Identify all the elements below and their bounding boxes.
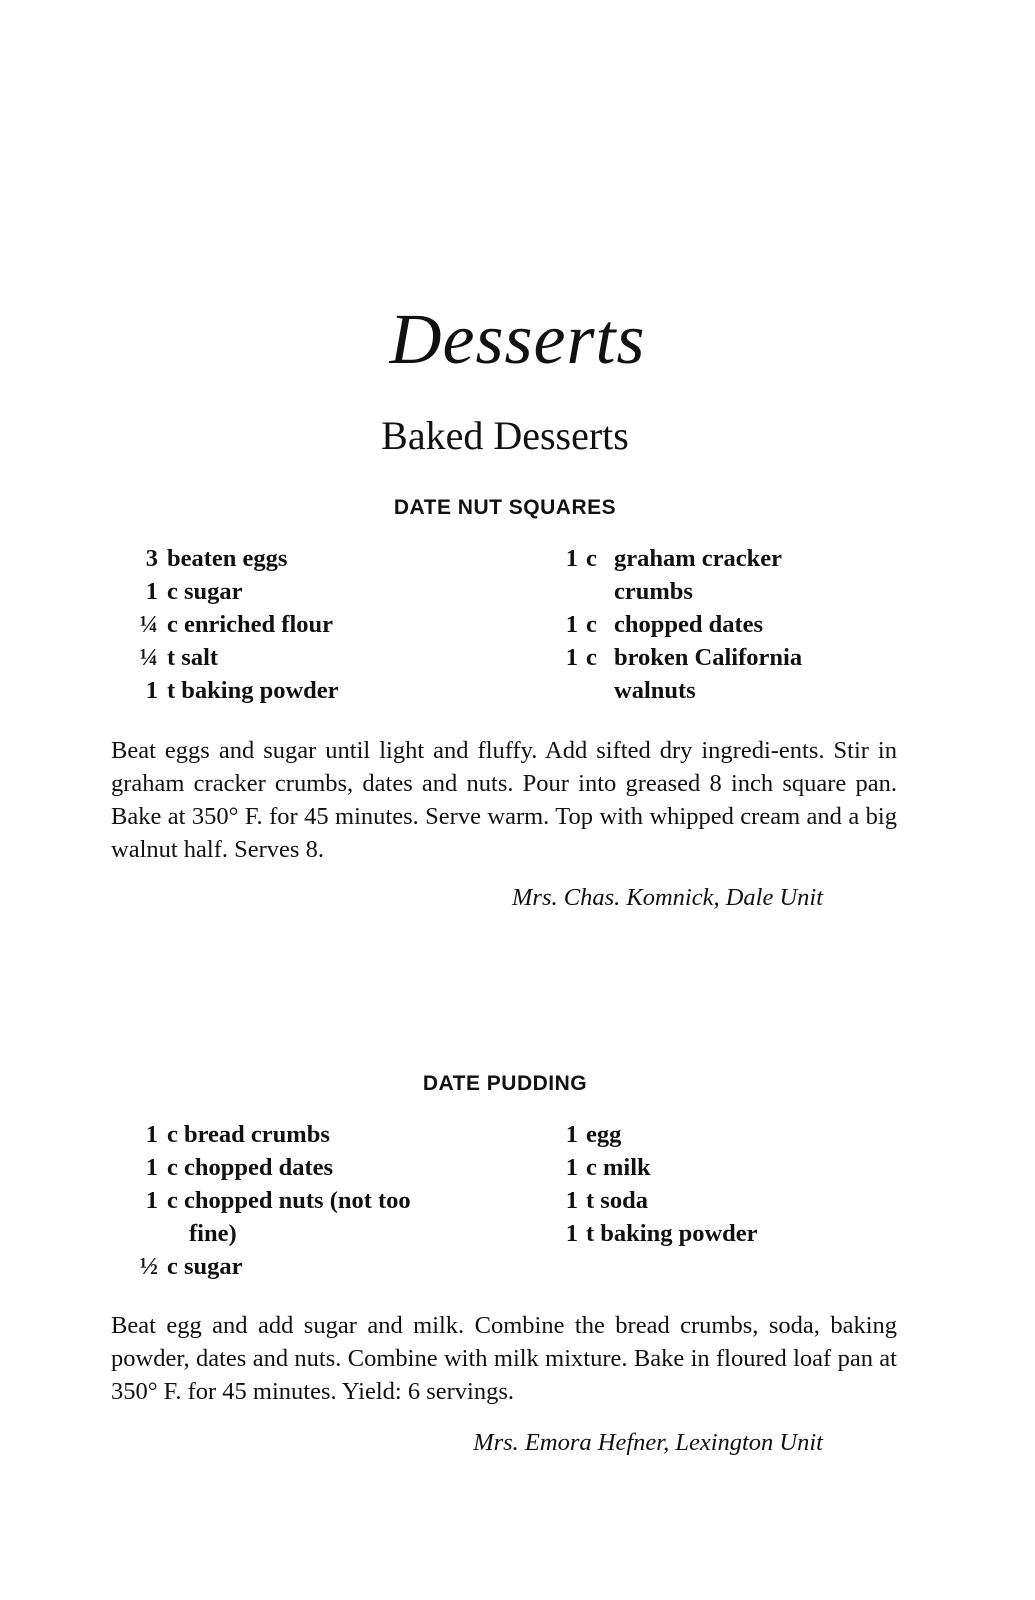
ingredient <box>120 1151 411 1184</box>
ingredient-text: c bread crumbs <box>167 1121 330 1148</box>
ingredient-text: graham cracker <box>614 545 783 572</box>
ingredients-right-date-nut-squares <box>560 542 802 707</box>
ingredient-text: chopped dates <box>614 611 764 638</box>
ingredient-text: c enriched flour <box>167 611 334 638</box>
ingredient-text: broken California <box>614 644 803 671</box>
ingredient-text: t baking powder <box>167 677 339 704</box>
ingredient <box>560 641 802 707</box>
ingredient-qty: 1 <box>565 1121 578 1148</box>
ingredient-text-continued: fine) <box>189 1220 237 1247</box>
ingredient-qty: ½ <box>139 1253 158 1280</box>
ingredient-text: c sugar <box>167 1253 243 1280</box>
directions-date-nut-squares: Beat eggs and sugar until light and fluffy. Add sifted dry ingredi-ents. Stir in graham cracker crumbs, dates and nuts. Pour into greased 8 inch square pan. Bake at 350° F. for 45 minutes. Serve warm. Top with whipped cream and a big walnut half. Serves 8. <box>111 737 897 863</box>
ingredient-unit: c <box>586 545 597 572</box>
signature-date-pudding: Mrs. Emora Hefner, Lexington Unit <box>473 1429 823 1456</box>
ingredient-unit: c <box>586 644 597 671</box>
ingredient-unit: c <box>586 611 597 638</box>
ingredient-qty: 1 <box>145 1121 158 1148</box>
ingredient <box>120 542 339 575</box>
chapter-title: Desserts <box>389 299 646 379</box>
ingredient-text-continued: walnuts <box>614 677 696 704</box>
ingredient-qty: 1 <box>565 1220 578 1247</box>
ingredients-left-date-nut-squares <box>120 542 339 707</box>
ingredient <box>560 1217 758 1250</box>
ingredients-right-date-pudding <box>560 1118 758 1250</box>
ingredient <box>560 1151 758 1184</box>
section-title: Baked Desserts <box>381 413 629 458</box>
ingredient-qty: 1 <box>565 545 578 572</box>
ingredient <box>560 1184 758 1217</box>
ingredient-text: c chopped dates <box>167 1154 334 1181</box>
ingredient <box>120 1118 411 1151</box>
ingredient-text: egg <box>586 1121 622 1148</box>
ingredient <box>120 1184 411 1250</box>
ingredient <box>560 542 802 608</box>
ingredients-left-date-pudding <box>120 1118 411 1283</box>
ingredient-qty: 1 <box>145 1154 158 1181</box>
ingredient-qty: 1 <box>565 1154 578 1181</box>
ingredient-qty: ¼ <box>139 611 158 638</box>
ingredient <box>120 641 339 674</box>
ingredient-qty: 1 <box>565 1187 578 1214</box>
ingredient <box>120 674 339 707</box>
ingredient <box>120 1250 411 1283</box>
ingredient-text: c sugar <box>167 578 243 605</box>
ingredient-qty: 1 <box>565 644 578 671</box>
ingredient-qty: 1 <box>145 578 158 605</box>
ingredient <box>560 1118 758 1151</box>
ingredient-text: t soda <box>586 1187 648 1214</box>
recipe-title-date-pudding: DATE PUDDING <box>422 1072 588 1095</box>
directions-date-pudding: Beat egg and add sugar and milk. Combine the bread crumbs, soda, baking powder, dates and nuts. Combine with milk mixture. Bake in floured loaf pan at 350° F. for 45 minutes. Yield: 6 servings. <box>111 1312 897 1405</box>
ingredient <box>120 575 339 608</box>
signature-date-nut-squares: Mrs. Chas. Komnick, Dale Unit <box>512 884 823 911</box>
ingredient-qty: 3 <box>145 545 158 572</box>
recipe-title-date-nut-squares: DATE NUT SQUARES <box>393 496 617 519</box>
ingredient-text: t salt <box>167 644 219 671</box>
ingredient-text: c chopped nuts (not too <box>167 1187 411 1214</box>
ingredient-qty: 1 <box>145 677 158 704</box>
ingredient-qty: 1 <box>565 611 578 638</box>
ingredient-qty: 1 <box>145 1187 158 1214</box>
ingredient-text: t baking powder <box>586 1220 758 1247</box>
ingredient <box>120 608 339 641</box>
ingredient <box>560 608 802 641</box>
ingredient-qty: ¼ <box>139 644 158 671</box>
ingredient-text-continued: crumbs <box>614 578 693 605</box>
ingredient-text: c milk <box>586 1154 651 1181</box>
ingredient-text: beaten eggs <box>167 545 288 572</box>
